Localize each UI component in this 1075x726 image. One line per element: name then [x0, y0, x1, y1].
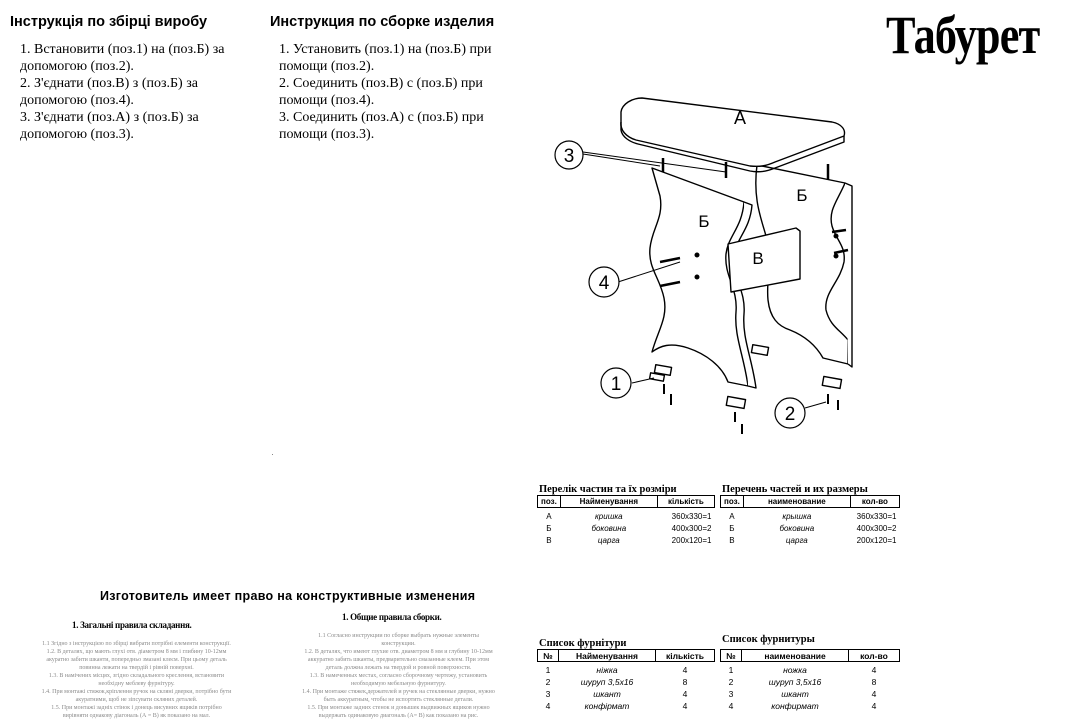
cell: 3: [545, 689, 551, 699]
table-row: [721, 534, 900, 546]
cell: 360х330=1: [856, 511, 897, 521]
rules-line: повинна лежати на твердій і рівній поверхні.: [79, 665, 194, 671]
cell: шкант: [781, 689, 809, 699]
ru-step-line: помощи (поз.3).: [279, 127, 375, 142]
cell: 2: [545, 677, 551, 687]
table-row: [538, 688, 715, 700]
cell: 360х330=1: [671, 511, 712, 521]
table-row: [721, 508, 900, 523]
ru-assembly-steps: [279, 41, 519, 143]
cell: 8: [682, 677, 688, 687]
cell: царга: [785, 535, 808, 545]
rules-line: выдержать одинаковую диагональ (А= В) как показано на рис.: [318, 713, 479, 719]
ru-instruction-heading: Инструкция по сборке изделия: [270, 14, 495, 30]
rules-line: 1.3. В намічених місцях, згідно складального креслення, встановити: [48, 673, 225, 679]
column-header: поз.: [721, 496, 744, 508]
cell: 4: [545, 701, 551, 711]
part-label-top: А: [733, 108, 747, 128]
table-row: [538, 534, 715, 546]
rules-line: вирівняти однакову діагональ (А = В) як показано на мал.: [62, 713, 211, 719]
rules-line: акуратно забити шканти, попередньо змазані клеєм. При цьому деталь: [46, 657, 227, 663]
table-row: [538, 662, 715, 677]
ru-step-line: 3. Соединить (поз.А) с (поз.Б) при: [279, 110, 484, 125]
cell: крышка: [782, 511, 812, 521]
rules-line: 1.2. В деталях, что имеют глухие отв. диаметром 8 мм и глубину 10-12мм: [304, 649, 493, 655]
cell: боковина: [591, 523, 627, 533]
rules-line: 1.5. При монтажі задніх стінок і донець висувних ящиків потрібно: [51, 705, 222, 711]
cell: шуруп 3,5х16: [768, 677, 822, 687]
callout-3: 3: [563, 146, 575, 167]
ru-step-line: 2. Соединить (поз.В) с (поз.Б) при: [279, 76, 483, 91]
cell: 1: [728, 665, 734, 675]
column-header: наименование: [742, 650, 849, 662]
callout-1: 1: [610, 374, 622, 395]
cell: Б: [546, 523, 552, 533]
ua-step-line: 1. Встановити (поз.1) на (поз.Б) за: [20, 42, 225, 57]
rules-line: 1.4. При монтаже стяжек,держателей и ручек на стеклянные дверки, нужно: [302, 689, 495, 695]
rules-ua-text: [14, 640, 259, 726]
cell: 8: [871, 677, 877, 687]
ua-step-line: 3. З'єднати (поз.А) з (поз.Б) за: [20, 110, 199, 125]
ua-step-line: допомогою (поз.2).: [20, 59, 134, 74]
column-header: Найменування: [560, 496, 657, 508]
cell: 4: [682, 665, 688, 675]
cell: кришка: [595, 511, 623, 521]
parts-ua-table: [537, 495, 715, 546]
cell: 200х120=1: [671, 535, 712, 545]
callout-4: 4: [598, 273, 610, 294]
ru-step-line: помощи (поз.4).: [279, 93, 375, 108]
cell: шкант: [593, 689, 621, 699]
table-row: [538, 676, 715, 688]
rules-line: 1.3. В намеченных местах, согласно сборочному чертежу, установить: [309, 673, 488, 679]
table-row: [721, 688, 900, 700]
part-label-back-side: Б: [796, 186, 808, 205]
cell: конфірмат: [584, 701, 630, 711]
rules-ua-title: 1. Загальні правила складання.: [72, 620, 192, 630]
cell: 3: [728, 689, 734, 699]
parts-ru-caption: Перечень частей и их размеры: [722, 484, 868, 495]
top-panel: [621, 98, 845, 166]
ru-step-line: 1. Установить (поз.1) на (поз.Б) при: [279, 42, 492, 57]
stray-dot: [272, 454, 273, 455]
cell: А: [729, 511, 735, 521]
part-label-front-side: Б: [698, 212, 710, 231]
parts-ua-caption: Перелік частин та їх розміри: [539, 484, 677, 495]
rules-line: 1.5. При монтаже задних стенок и донышек выдвижных ящиков нужно: [307, 705, 490, 711]
cell: 4: [682, 701, 688, 711]
cell: 4: [871, 689, 877, 699]
table-row: [538, 700, 715, 712]
column-header: кількість: [656, 650, 715, 662]
column-header: кол-во: [849, 650, 900, 662]
table-row: [538, 522, 715, 534]
cell: боковина: [779, 523, 815, 533]
cell: ножка: [783, 665, 807, 675]
parts-ru-table: [720, 495, 900, 546]
cell: ніжка: [596, 665, 618, 675]
column-header: поз.: [538, 496, 561, 508]
rules-line: 1.1 Согласно инструкции по сборке выбрать нужные элементы: [318, 633, 479, 639]
rules-ru-text: [276, 632, 521, 726]
cell: 4: [871, 701, 877, 711]
table-row: [721, 676, 900, 688]
stool-assembly-diagram: [540, 85, 860, 440]
cell: 1: [545, 665, 551, 675]
cell: 400х300=2: [671, 523, 712, 533]
rules-line: необхідну меблеву фурнітуру.: [98, 681, 175, 687]
cell: 4: [728, 701, 734, 711]
table-row: [721, 662, 900, 677]
column-header: Найменування: [559, 650, 656, 662]
rules-line: 1.4. При монтажі стяжок,кріплення ручок на скляні дверки, потрібно бути: [41, 689, 232, 695]
callout-2: 2: [784, 404, 796, 425]
rules-line: акуратними, щоб не зіпсувати скляних деталей.: [75, 697, 198, 703]
cell: 4: [682, 689, 688, 699]
rules-line: необходимую мебельную фурнитуру.: [351, 681, 446, 687]
ua-step-line: допомогою (поз.3).: [20, 127, 134, 142]
ua-instruction-heading: Інструкція по збірці виробу: [10, 14, 208, 30]
cell: царга: [597, 535, 620, 545]
rules-ru-title: 1. Общие правила сборки.: [342, 612, 442, 622]
column-header: №: [538, 650, 559, 662]
cell: 4: [871, 665, 877, 675]
rules-line: 1.2. В деталях, що мають глухі отв. діаметром 8 мм і глибину 10-12мм: [46, 649, 227, 655]
ru-step-line: помощи (поз.2).: [279, 59, 375, 74]
cell: 400х300=2: [856, 523, 897, 533]
cell: Б: [729, 523, 735, 533]
hardware-ua-table: [537, 649, 715, 712]
product-title: Табурет: [886, 5, 1040, 65]
hardware-ru-caption: Список фурнитуры: [722, 634, 815, 645]
column-header: кількість: [657, 496, 714, 508]
cell: 2: [728, 677, 734, 687]
table-row: [721, 700, 900, 712]
ua-assembly-steps: [20, 41, 255, 143]
rules-line: деталь должна лежать на твердой и ровной поверхности.: [325, 665, 472, 671]
rules-line: конструкции.: [381, 641, 416, 647]
ua-step-line: допомогою (поз.4).: [20, 93, 134, 108]
rules-line: аккуратно забить шканты, предварительно смазанные клеем. При этом: [307, 657, 490, 663]
rules-line: 1.1 Згідно з інструкцією по збірці вибрати потрібні елементи конструкції.: [42, 641, 231, 647]
cell: шуруп 3,5х16: [580, 677, 634, 687]
ua-step-line: 2. З'єднати (поз.В) з (поз.Б) за: [20, 76, 198, 91]
manufacturer-notice: Изготовитель имеет право на конструктивные изменения: [100, 589, 476, 603]
cell: В: [546, 535, 552, 545]
column-header: наименование: [743, 496, 850, 508]
table-row: [721, 522, 900, 534]
column-header: кол-во: [850, 496, 899, 508]
cell: В: [729, 535, 735, 545]
cell: конфирмат: [771, 701, 819, 711]
column-header: №: [721, 650, 742, 662]
cell: 200х120=1: [856, 535, 897, 545]
part-label-rail: В: [752, 249, 764, 268]
cell: А: [546, 511, 552, 521]
table-row: [538, 508, 715, 523]
hardware-ua-caption: Список фурнітури: [539, 638, 627, 649]
rules-line: быть аккуратным, чтобы не испортить стеклянные детали.: [323, 697, 474, 703]
hardware-ru-table: [720, 649, 900, 712]
